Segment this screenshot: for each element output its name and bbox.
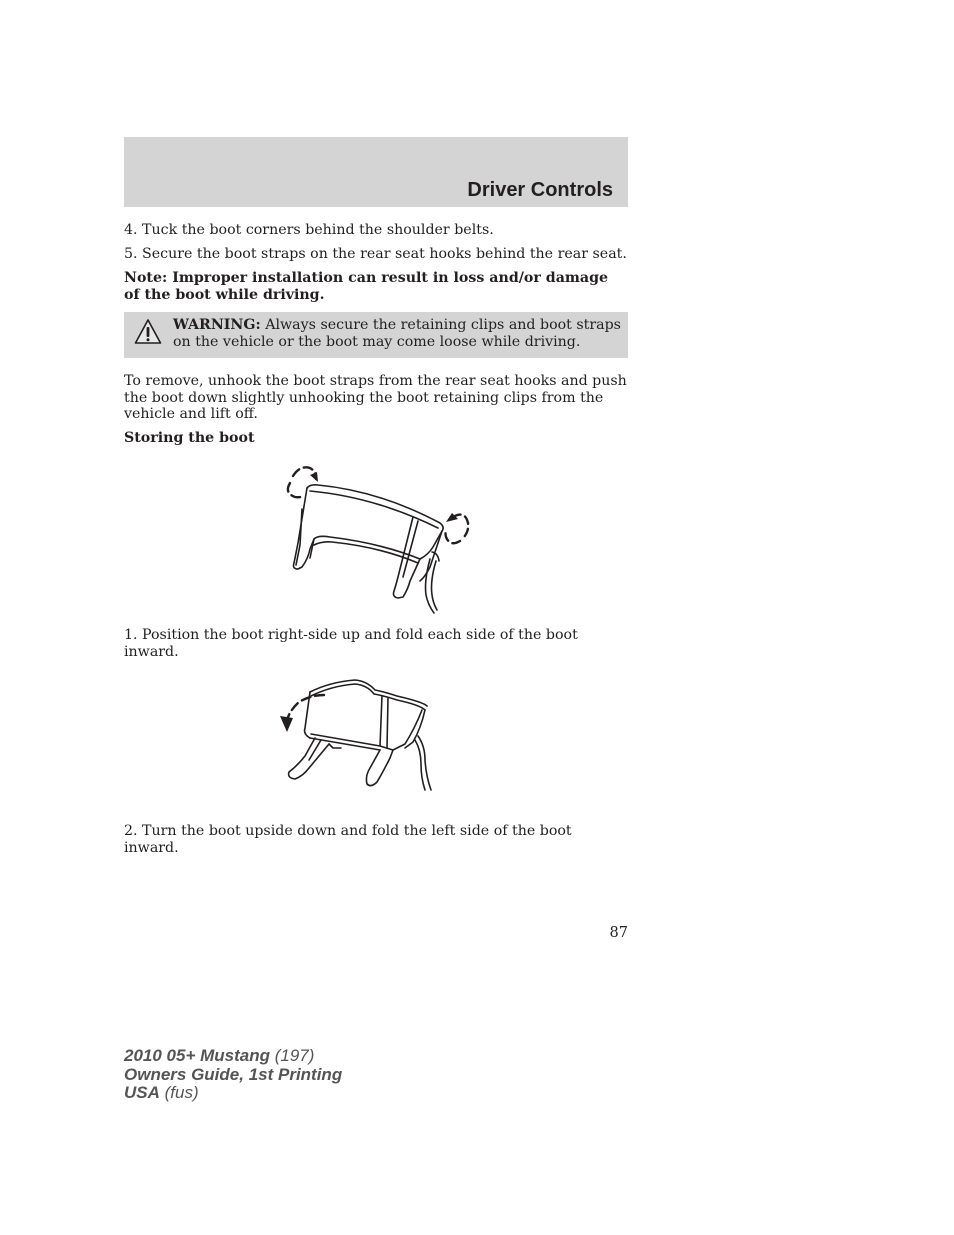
page-number: 87	[609, 925, 628, 941]
footer-market: USA	[124, 1083, 160, 1102]
footer-model: 2010 05+ Mustang	[124, 1046, 270, 1065]
warning-body: Always secure the retaining clips and boot straps on the vehicle or the boot may come loose while driving.	[173, 317, 621, 350]
footer	[124, 1047, 342, 1103]
storing-step-1: 1. Position the boot right-side up and fold each side of the boot inward.	[124, 627, 578, 660]
storing-step-2: 2. Turn the boot upside down and fold the left side of the boot inward.	[124, 823, 572, 856]
note-text: Note: Improper installation can result in loss and/or damage of the boot while driving.	[124, 270, 609, 303]
warning-triangle-icon	[134, 318, 162, 346]
step-4: 4. Tuck the boot corners behind the shoulder belts.	[124, 222, 494, 238]
section-header	[124, 137, 628, 207]
warning-label: WARNING:	[173, 317, 261, 333]
storing-heading: Storing the boot	[124, 430, 255, 446]
footer-market-code: (fus)	[159, 1083, 199, 1102]
warning-box	[124, 312, 628, 358]
warning-text	[173, 317, 623, 350]
section-title: Driver Controls	[467, 179, 613, 201]
remove-paragraph: To remove, unhook the boot straps from the rear seat hooks and push the boot down slightly unhooking the boot retaining clips from the vehicle and lift off.	[124, 373, 627, 422]
footer-guide: Owners Guide, 1st Printing	[124, 1064, 343, 1084]
boot-fold-sides-illustration	[270, 455, 485, 620]
boot-fold-left-illustration	[275, 668, 440, 798]
step-5: 5. Secure the boot straps on the rear seat hooks behind the rear seat.	[124, 246, 627, 262]
footer-model-code: (197)	[270, 1046, 315, 1065]
